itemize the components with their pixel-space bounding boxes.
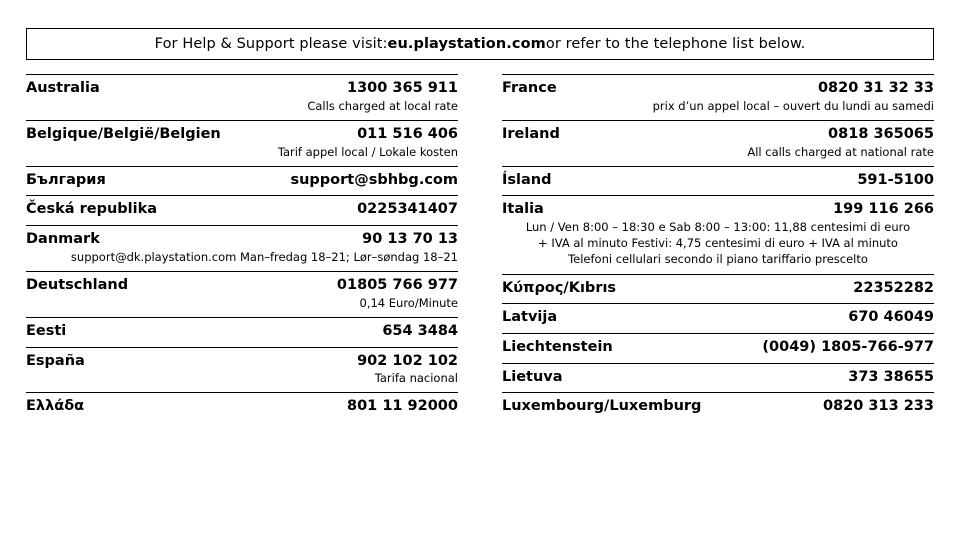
entry-note: Tarifa nacional	[374, 371, 458, 386]
contact-number: 902 102 102	[357, 352, 458, 369]
list-item	[502, 363, 934, 393]
country-name: Latvija	[502, 309, 558, 326]
list-item	[26, 225, 458, 271]
entry-main-row	[502, 369, 934, 387]
entry-note: 0,14 Euro/Minute	[359, 295, 458, 310]
contact-number: 0225341407	[357, 201, 458, 218]
entry-note: Lun / Ven 8:00 – 18:30 e Sab 8:00 – 13:00: 11,88 centesimi di euro	[525, 220, 911, 235]
country-name: Danmark	[26, 231, 100, 248]
contact-number: 199 116 266	[833, 201, 934, 218]
entry-main-row	[26, 398, 458, 416]
entry-main-row	[502, 80, 934, 98]
contact-number: (0049) 1805-766-977	[762, 338, 934, 355]
contact-number: 801 11 92000	[347, 398, 458, 415]
entry-main-row	[502, 172, 934, 190]
entry-main-row	[26, 277, 458, 295]
country-name: France	[502, 80, 557, 96]
banner-prefix-text: For Help & Support please visit:	[154, 36, 388, 52]
country-name: Eesti	[26, 322, 67, 339]
country-name: Ísland	[502, 171, 552, 188]
country-name: Česká republika	[26, 201, 158, 218]
contact-number: 1300 365 911	[347, 80, 458, 96]
list-item	[502, 120, 934, 166]
country-name: България	[26, 171, 106, 188]
help-support-banner	[26, 28, 934, 60]
contact-number: 011 516 406	[357, 125, 458, 142]
country-name: Ireland	[502, 125, 560, 142]
list-item	[26, 195, 458, 225]
contact-number: 591-5100	[857, 171, 934, 188]
list-item	[502, 166, 934, 196]
entry-note: Telefoni cellulari secondo il piano tariffario prescelto	[568, 252, 868, 267]
contact-number: 0820 313 233	[823, 398, 934, 415]
contact-number: 01805 766 977	[336, 276, 458, 293]
entry-main-row	[502, 126, 934, 144]
country-name: Lietuva	[502, 368, 563, 385]
list-item	[502, 195, 934, 273]
entry-note: All calls charged at national rate	[747, 144, 934, 159]
country-name: Κύπρος/Kıbrıs	[502, 279, 617, 296]
contact-number: 90 13 70 13	[362, 231, 458, 248]
banner-suffix-text: or refer to the telephone list below.	[545, 36, 806, 52]
entry-main-row	[502, 201, 934, 219]
country-name: Australia	[26, 80, 100, 96]
contact-number: 22352282	[853, 279, 934, 296]
contact-number: 654 3484	[382, 322, 458, 339]
phone-list-right-column	[480, 74, 934, 422]
phone-list-columns	[26, 74, 934, 422]
entry-note: support@dk.playstation.com Man–fredag 18–21; Lør–søndag 18–21	[70, 249, 458, 264]
list-item	[26, 271, 458, 317]
list-item	[26, 347, 458, 393]
country-name: Luxembourg/Luxemburg	[502, 398, 702, 415]
contact-number: 373 38655	[848, 368, 934, 385]
contact-number: support@sbhbg.com	[290, 171, 458, 188]
country-name: Deutschland	[26, 276, 129, 293]
list-item	[26, 392, 458, 422]
contact-number: 0818 365065	[828, 125, 934, 142]
entry-main-row	[26, 80, 458, 98]
phone-list-left-column	[26, 74, 480, 422]
entry-main-row	[502, 339, 934, 357]
country-name: Liechtenstein	[502, 338, 613, 355]
list-item	[26, 74, 458, 120]
list-item	[26, 317, 458, 347]
list-item	[502, 274, 934, 304]
list-item	[26, 166, 458, 196]
contact-number: 670 46049	[848, 309, 934, 326]
banner-website-link[interactable]: eu.playstation.com	[387, 36, 546, 52]
list-item	[502, 74, 934, 120]
list-item	[502, 333, 934, 363]
entry-main-row	[26, 126, 458, 144]
entry-main-row	[502, 280, 934, 298]
list-item	[502, 392, 934, 422]
entry-note: prix d’un appel local – ouvert du lundi au samedi	[652, 98, 934, 113]
list-item	[26, 120, 458, 166]
entry-main-row	[26, 172, 458, 190]
list-item	[502, 303, 934, 333]
contact-number: 0820 31 32 33	[817, 80, 934, 96]
entry-note: Tarif appel local / Lokale kosten	[277, 144, 458, 159]
entry-main-row	[26, 231, 458, 249]
entry-main-row	[26, 201, 458, 219]
country-name: Ελλάδα	[26, 398, 85, 415]
entry-main-row	[26, 353, 458, 371]
entry-note: Calls charged at local rate	[307, 98, 458, 113]
entry-main-row	[502, 309, 934, 327]
entry-main-row	[502, 398, 934, 416]
country-name: Italia	[502, 201, 544, 218]
country-name: España	[26, 352, 85, 369]
country-name: Belgique/België/Belgien	[26, 125, 221, 142]
entry-note: + IVA al minuto Festivi: 4,75 centesimi di euro + IVA al minuto	[538, 236, 898, 251]
entry-main-row	[26, 323, 458, 341]
